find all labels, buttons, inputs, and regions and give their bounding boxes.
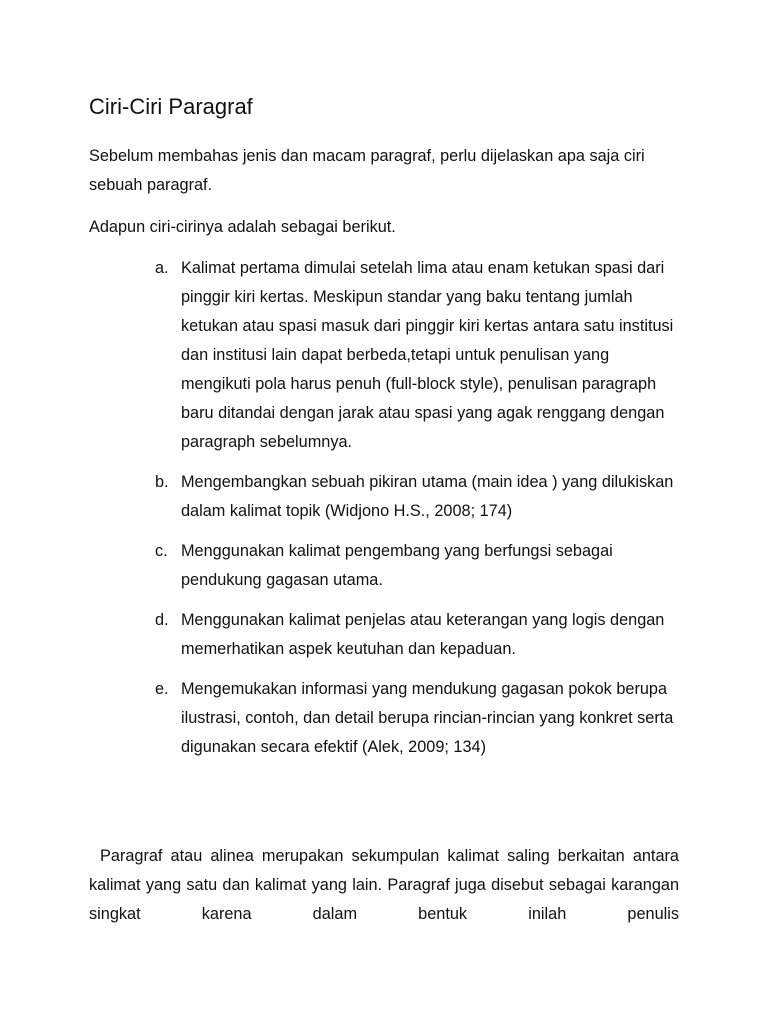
list-item-marker: a. (155, 259, 169, 277)
list-item-marker: e. (155, 680, 169, 698)
list-item (150, 537, 680, 595)
list-item-text: Menggunakan kalimat pengembang yang berfungsi sebagai pendukung gagasan utama. (181, 542, 613, 589)
list-item (150, 675, 680, 762)
list-item-text: Kalimat pertama dimulai setelah lima atau enam ketukan spasi dari pinggir kiri kertas. Meskipun standar yang baku tentang jumlah ketukan atau spasi masuk dari pinggir kiri kertas antara satu institusi dan institusi lain dapat berbeda,tetapi untuk penulisan yang mengikuti pola harus penuh (full-block style), penulisan paragraph baru ditandai dengan jarak atau spasi yang agak renggang dengan paragraph sebelumnya. (181, 259, 674, 451)
list-item (150, 254, 680, 457)
characteristics-list (150, 254, 680, 773)
list-item-marker: d. (155, 611, 169, 629)
list-item-text: Mengemukakan informasi yang mendukung gagasan pokok berupa ilustrasi, contoh, dan detail berupa rincian-rincian yang konkret serta digunakan secara efektif (Alek, 2009; 134) (181, 680, 674, 756)
list-item-marker: b. (155, 473, 169, 491)
list-item (150, 606, 680, 664)
list-item (150, 468, 680, 526)
closing-paragraph: Paragraf atau alinea merupakan sekumpulan kalimat saling berkaitan antara kalimat yang satu dan kalimat yang lain. Paragraf juga disebut sebagai karangan singkat karena dalam bentuk inilah penulis (89, 847, 679, 923)
list-item-text: Mengembangkan sebuah pikiran utama (main idea ) yang dilukiskan dalam kalimat topik (Widjono H.S., 2008; 174) (181, 473, 674, 520)
intro-paragraph: Sebelum membahas jenis dan macam paragraf, perlu dijelaskan apa saja ciri sebuah paragraf. (89, 147, 645, 194)
lead-in-sentence: Adapun ciri-cirinya adalah sebagai berikut. (89, 218, 396, 236)
list-item-marker: c. (155, 542, 168, 560)
document-heading: Ciri-Ciri Paragraf (89, 94, 253, 119)
list-item-text: Menggunakan kalimat penjelas atau keterangan yang logis dengan memerhatikan aspek keutuhan dan kepaduan. (181, 611, 665, 658)
